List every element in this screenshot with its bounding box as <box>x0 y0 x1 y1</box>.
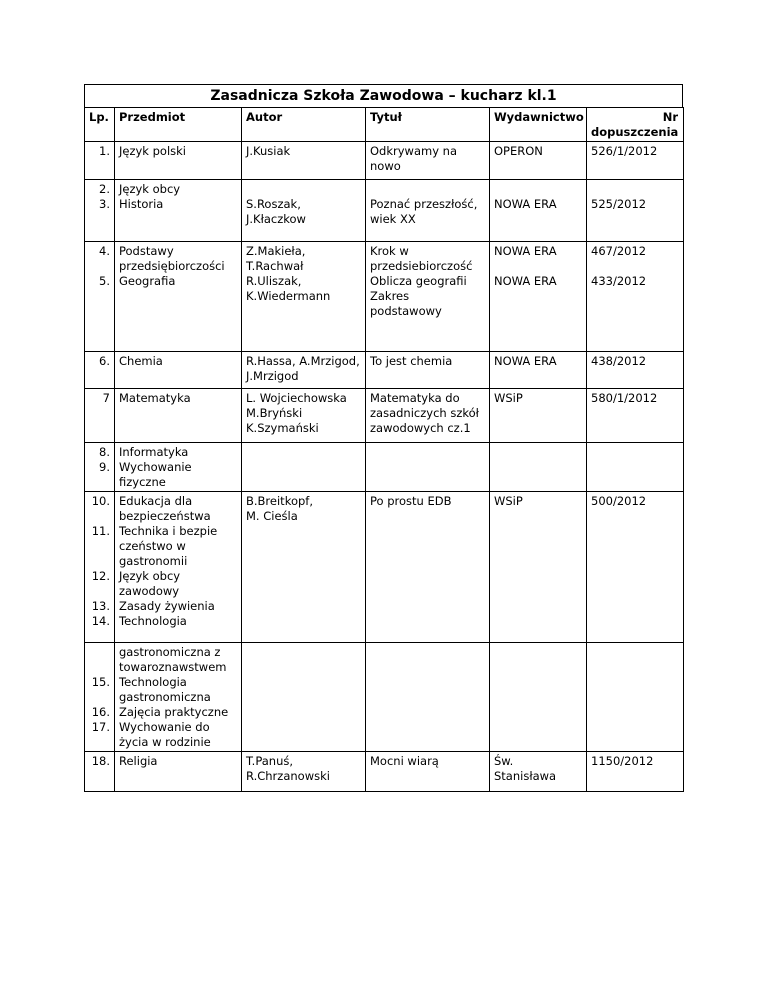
cell-tytul: Mocni wiarą <box>366 752 490 792</box>
cell-tytul: Poznać przeszłość, wiek XX <box>366 180 490 242</box>
cell-tytul <box>366 643 490 752</box>
cell-przedmiot: Religia <box>115 752 242 792</box>
cell-lp: 6. <box>85 352 115 389</box>
cell-lp: 4. 5. <box>85 242 115 352</box>
cell-autor <box>242 643 366 752</box>
header-przedmiot: Przedmiot <box>115 108 242 142</box>
cell-autor: J.Kusiak <box>242 142 366 180</box>
cell-przedmiot: Język obcy Historia <box>115 180 242 242</box>
cell-tytul: Odkrywamy na nowo <box>366 142 490 180</box>
table-row <box>85 142 684 180</box>
cell-autor: S.Roszak, J.Kłaczkow <box>242 180 366 242</box>
cell-nr: 1150/2012 <box>587 752 684 792</box>
cell-nr: 500/2012 <box>587 492 684 643</box>
cell-lp: 18. <box>85 752 115 792</box>
cell-nr: 580/1/2012 <box>587 389 684 443</box>
header-lp: Lp. <box>85 108 115 142</box>
cell-autor: B.Breitkopf, M. Cieśla <box>242 492 366 643</box>
header-wydawnictwo: Wydawnictwo <box>490 108 587 142</box>
cell-lp: 8. 9. <box>85 443 115 492</box>
cell-nr: 525/2012 <box>587 180 684 242</box>
cell-wydawnictwo: Św. Stanisława <box>490 752 587 792</box>
table-row <box>85 752 684 792</box>
cell-przedmiot: Informatyka Wychowanie fizyczne <box>115 443 242 492</box>
textbook-table <box>84 107 684 792</box>
cell-autor: Z.Makieła, T.Rachwał R.Uliszak, K.Wiedermann <box>242 242 366 352</box>
cell-przedmiot: Matematyka <box>115 389 242 443</box>
cell-autor: L. Wojciechowska M.Bryński K.Szymański <box>242 389 366 443</box>
cell-przedmiot: Podstawy przedsiębiorczości Geografia <box>115 242 242 352</box>
cell-przedmiot: Edukacja dla bezpieczeństwa Technika i bezpie czeństwo w gastronomii Język obcy zawodowy Zasady żywienia Technologia <box>115 492 242 643</box>
cell-przedmiot: Język polski <box>115 142 242 180</box>
cell-tytul: Krok w przedsiebiorczość Oblicza geografii Zakres podstawowy <box>366 242 490 352</box>
table-row <box>85 242 684 352</box>
cell-autor: R.Hassa, A.Mrzigod, J.Mrzigod <box>242 352 366 389</box>
cell-lp: 2. 3. <box>85 180 115 242</box>
cell-lp: 1. <box>85 142 115 180</box>
cell-lp: 10. 11. 12. 13. 14. <box>85 492 115 643</box>
document-sheet <box>84 84 683 792</box>
header-autor: Autor <box>242 108 366 142</box>
cell-wydawnictwo: NOWA ERA <box>490 180 587 242</box>
cell-wydawnictwo: OPERON <box>490 142 587 180</box>
document-title: Zasadnicza Szkoła Zawodowa – kucharz kl.1 <box>84 84 683 107</box>
cell-nr: 438/2012 <box>587 352 684 389</box>
cell-nr: 467/2012 433/2012 <box>587 242 684 352</box>
cell-nr: 526/1/2012 <box>587 142 684 180</box>
cell-lp: 15. 16. 17. <box>85 643 115 752</box>
cell-autor: T.Panuś, R.Chrzanowski <box>242 752 366 792</box>
header-nr-dopuszczenia: Nr dopuszczenia <box>587 108 684 142</box>
cell-tytul <box>366 443 490 492</box>
cell-wydawnictwo: NOWA ERA <box>490 352 587 389</box>
cell-wydawnictwo: NOWA ERA NOWA ERA <box>490 242 587 352</box>
cell-nr <box>587 443 684 492</box>
table-row <box>85 352 684 389</box>
cell-tytul: Matematyka do zasadniczych szkół zawodowych cz.1 <box>366 389 490 443</box>
cell-nr <box>587 643 684 752</box>
cell-autor <box>242 443 366 492</box>
cell-tytul: To jest chemia <box>366 352 490 389</box>
cell-tytul: Po prostu EDB <box>366 492 490 643</box>
cell-wydawnictwo <box>490 443 587 492</box>
table-row <box>85 389 684 443</box>
cell-przedmiot: Chemia <box>115 352 242 389</box>
table-row <box>85 492 684 643</box>
table-row <box>85 643 684 752</box>
cell-wydawnictwo: WSiP <box>490 389 587 443</box>
header-tytul: Tytuł <box>366 108 490 142</box>
table-row <box>85 443 684 492</box>
header-row <box>85 108 684 142</box>
cell-wydawnictwo: WSiP <box>490 492 587 643</box>
cell-przedmiot: gastronomiczna z towaroznawstwem Technologia gastronomiczna Zajęcia praktyczne Wychowanie do życia w rodzinie <box>115 643 242 752</box>
cell-wydawnictwo <box>490 643 587 752</box>
table-row <box>85 180 684 242</box>
cell-lp: 7 <box>85 389 115 443</box>
